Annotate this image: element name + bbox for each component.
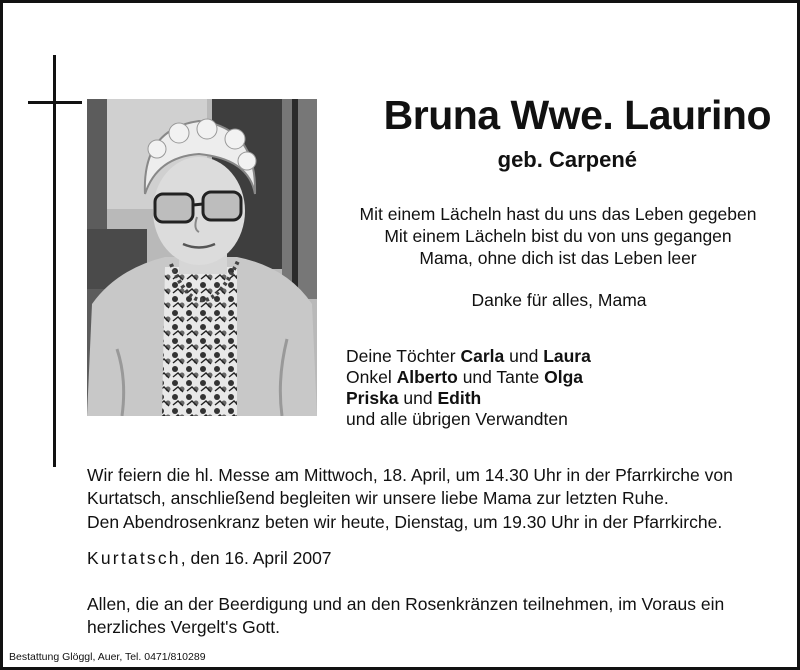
rosary-announcement: Den Abendrosenkranz beten wir heute, Dienstag, um 19.30 Uhr in der Pfarrkirche. [87, 512, 723, 532]
mourner-name: Edith [437, 388, 482, 408]
mourners-line [346, 346, 786, 367]
cross-icon [53, 55, 56, 467]
thanks-line: Danke für alles, Mama [471, 290, 647, 310]
place-name: Kurtatsch [87, 548, 181, 568]
poem-line: Mama, ohne dich ist das Leben leer [419, 248, 697, 268]
mourners-text: Onkel [346, 367, 397, 387]
mourners-line [346, 367, 786, 388]
maiden-name: geb. Carpené [497, 147, 637, 172]
mourners-list [346, 346, 786, 430]
mourners-text: und [398, 388, 438, 408]
mourners-text: Deine Töchter [346, 346, 461, 366]
portrait-photo [87, 99, 317, 416]
mourners-line: und alle übrigen Verwandten [346, 409, 568, 429]
mourners-text: und [504, 346, 544, 366]
poem-line: Mit einem Lächeln bist du von uns gegangen [384, 226, 732, 246]
mourners-text: und Tante [457, 367, 545, 387]
mourner-name: Priska [346, 388, 399, 408]
cross-icon-bar [28, 101, 82, 104]
mass-announcement: Wir feiern die hl. Messe am Mittwoch, 18. April, um 14.30 Uhr in der Pfarrkirche von Kurtatsch, anschließend begleiten wir unsere liebe Mama zur letzten Ruhe. [87, 465, 733, 508]
deceased-name: Bruna Wwe. Laurino [383, 92, 771, 138]
place-date [87, 547, 787, 570]
mourner-name: Laura [543, 346, 591, 366]
date-text: , den 16. April 2007 [180, 548, 332, 568]
mourner-name: Olga [544, 367, 584, 387]
mourner-name: Alberto [396, 367, 458, 387]
funeral-home-credit: Bestattung Glöggl, Auer, Tel. 0471/810289 [9, 651, 206, 663]
mourner-name: Carla [460, 346, 505, 366]
mourners-line [346, 388, 786, 409]
closing-thanks: Allen, die an der Beerdigung und an den Rosenkränzen teilnehmen, im Voraus ein herzliches Vergelt's Gott. [87, 594, 725, 637]
poem [323, 203, 793, 269]
poem-line: Mit einem Lächeln hast du uns das Leben gegeben [359, 204, 757, 224]
